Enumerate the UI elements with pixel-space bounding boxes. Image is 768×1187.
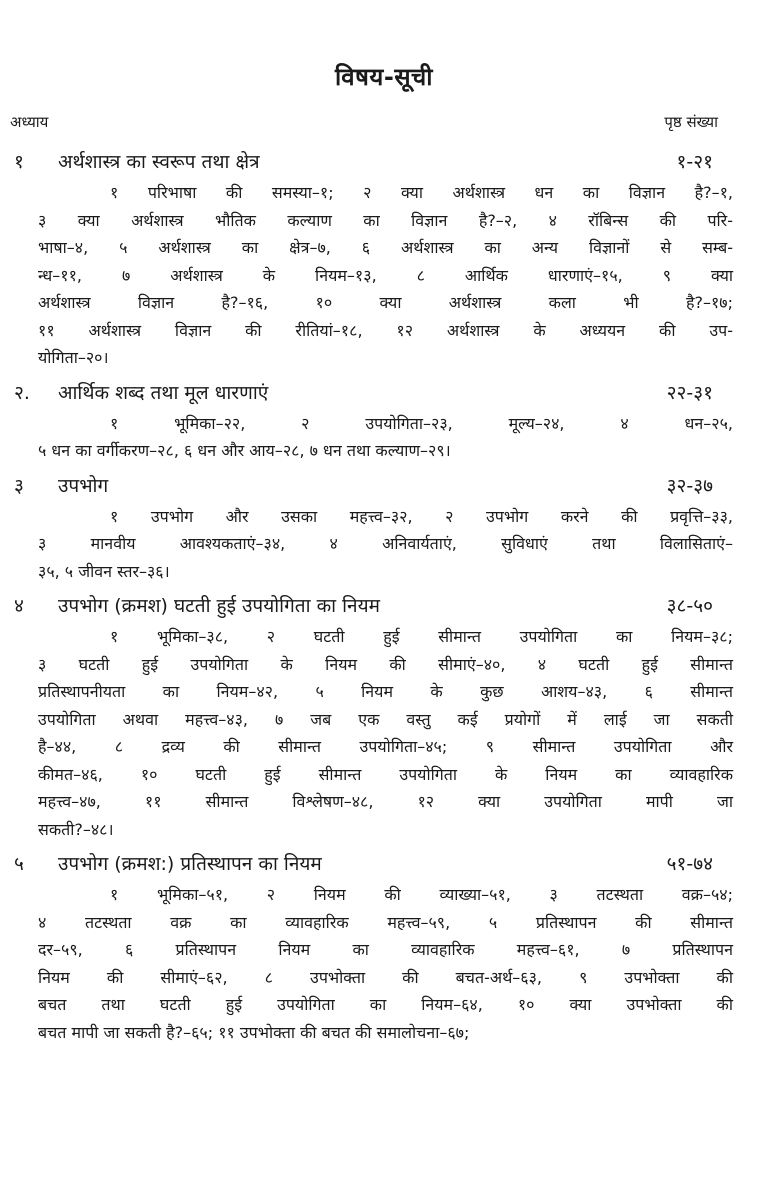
page-title: विषय-सूची	[335, 63, 433, 91]
chapter-topics	[0, 503, 768, 586]
chapter-heading	[0, 847, 768, 881]
topic-line: ३ घटती हुई उपयोगिता के नियम की सीमाएं–४०, ४ घटती हुई सीमान्त	[38, 654, 733, 674]
chapter-heading	[0, 469, 768, 503]
topic-line: है–४४, ८ द्रव्य की सीमान्त उपयोगिता–४५; ९ सीमान्त उपयोगिता और	[38, 737, 733, 756]
chapter-list	[0, 145, 768, 1050]
chapter-title: आर्थिक शब्द तथा मूल धारणाएं	[58, 381, 269, 404]
topic-line: ५ धन का वर्गीकरण–२८, ६ धन और आय–२८, ७ धन तथा कल्याण–२९।	[38, 441, 451, 460]
topic-line: दर–५९, ६ प्रतिस्थापन नियम का व्यावहारिक महत्त्व–६१, ७ प्रतिस्थापन	[38, 940, 733, 959]
chapter-number: ४	[14, 595, 24, 617]
topic-line: सकती?–४८।	[38, 819, 114, 839]
topic-line: १ भूमिका–२२, २ उपयोगिता–२३, मूल्य–२४, ४ धन–२५,	[110, 413, 733, 433]
topic-line: ३ क्या अर्थशास्त्र भौतिक कल्याण का विज्ञान है?–२, ४ रॉबिन्स की परि-	[38, 210, 733, 230]
chapter-heading	[0, 376, 768, 410]
chapter-page-range: ५१-७४	[666, 853, 713, 875]
chapter-topics	[0, 623, 768, 843]
topic-line: प्रतिस्थापनीयता का नियम–४२, ५ नियम के कुछ आशय–४३, ६ सीमान्त	[38, 682, 733, 701]
chapter-entry	[0, 847, 768, 1046]
chapter-entry	[0, 145, 768, 372]
chapter-topics	[0, 179, 768, 372]
topic-line: अर्थशास्त्र विज्ञान है?–१६, १० क्या अर्थशास्त्र कला भी है?–१७;	[38, 293, 733, 312]
chapter-number: ३	[14, 474, 24, 497]
chapter-page-range: १-२१	[676, 151, 713, 173]
topic-line: १ परिभाषा की समस्या–१; २ क्या अर्थशास्त्र धन का विज्ञान है?–१,	[110, 183, 733, 202]
chapter-entry	[0, 376, 768, 465]
topic-line: १ भूमिका–५१, २ नियम की व्याख्या–५१, ३ तटस्थता वक्र–५४;	[110, 885, 733, 904]
topic-line: योगिता–२०।	[38, 348, 109, 367]
topic-line: ३५, ५ जीवन स्तर–३६।	[38, 561, 170, 581]
topic-line: बचत मापी जा सकती है?–६५; ११ उपभोक्ता की बचत की समालोचना–६७;	[38, 1022, 470, 1042]
topic-line: १ उपभोग और उसका महत्त्व–३२, २ उपभोग करने की प्रवृत्ति–३३,	[110, 506, 733, 526]
chapter-title: उपभोग (क्रमश) घटती हुई उपयोगिता का नियम	[58, 595, 380, 617]
topic-line: ४ तटस्थता वक्र का व्यावहारिक महत्त्व–५९, ५ प्रतिस्थापन की सीमान्त	[38, 912, 733, 932]
chapter-title: उपभोग	[58, 474, 109, 497]
topic-line: भाषा–४, ५ अर्थशास्त्र का क्षेत्र–७, ६ अर्थशास्त्र का अन्य विज्ञानों से सम्ब-	[38, 238, 733, 257]
chapter-title: उपभोग (क्रमश:) प्रतिस्थापन का नियम	[58, 853, 322, 875]
column-header-chapter: अध्याय	[10, 113, 49, 131]
chapter-page-range: ३८-५०	[666, 595, 713, 617]
chapter-heading	[0, 589, 768, 623]
chapter-number: २.	[14, 381, 30, 404]
topic-line: बचत तथा घटती हुई उपयोगिता का नियम–६४, १० क्या उपभोक्ता की	[38, 995, 733, 1014]
topic-line: उपयोगिता अथवा महत्त्व–४३, ७ जब एक वस्तु कई प्रयोगों में लाई जा सकती	[38, 709, 733, 729]
topic-line: १ भूमिका–३८, २ घटती हुई सीमान्त उपयोगिता का नियम–३८;	[110, 627, 733, 646]
chapter-topics	[0, 881, 768, 1046]
chapter-entry	[0, 589, 768, 843]
topic-line: कीमत–४६, १० घटती हुई सीमान्त उपयोगिता के नियम का व्यावहारिक	[38, 764, 733, 784]
topic-line: न्ध–११, ७ अर्थशास्त्र के नियम–१३, ८ आर्थिक धारणाएं–१५, ९ क्या	[38, 265, 733, 285]
topic-line: नियम की सीमाएं–६२, ८ उपभोक्ता की बचत-अर्थ–६३, ९ उपभोक्ता की	[38, 967, 733, 987]
chapter-number: ५	[14, 853, 24, 875]
topic-line: ११ अर्थशास्त्र विज्ञान की रीतियां–१८, १२ अर्थशास्त्र के अध्ययन की उप-	[38, 320, 733, 340]
topic-line: महत्त्व–४७, ११ सीमान्त विश्लेषण–४८, १२ क्या उपयोगिता मापी जा	[38, 792, 733, 811]
chapter-page-range: २२-३१	[666, 381, 713, 404]
chapter-title: अर्थशास्त्र का स्वरूप तथा क्षेत्र	[58, 151, 260, 173]
chapter-heading	[0, 145, 768, 179]
chapter-entry	[0, 469, 768, 586]
chapter-topics	[0, 410, 768, 465]
chapter-page-range: ३२-३७	[666, 474, 713, 497]
topic-line: ३ मानवीय आवश्यकताएं–३४, ४ अनिवार्यताएं, सुविधाएं तथा विलासिताएं–	[38, 534, 733, 553]
column-header-page-number: पृष्ठ संख्या	[664, 113, 718, 131]
chapter-number: १	[14, 151, 24, 173]
